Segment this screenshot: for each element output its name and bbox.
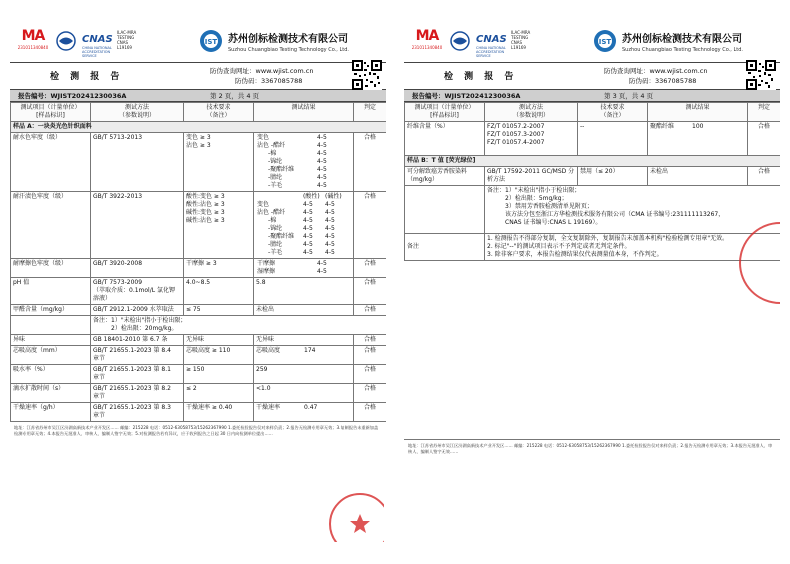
page-number: 第 3 页，共 4 页 [604,92,654,100]
verify-website: 防伪查询网址：www.wjist.com.cn [210,67,314,75]
report-page-3 [404,22,780,517]
result-sublist: 变色 4-5 沾色 -醋纤 4-5 -棉 4-5 -锦纶 4-5 -聚酯纤维 4-5 -腈纶 4-5 -羊毛 4-5 [257,134,327,189]
cnas-logo: CNAS CHINA NATIONAL ACCREDITATION SERVICE [82,34,113,58]
ilac-logo [449,30,471,52]
table-row: 吸水率（%） GB/T 21655.1-2023 第 8.1 章节 ≥ 150 259 合格 [11,365,387,384]
svg-text:IST: IST [204,38,218,46]
note-row: 备注：1）"未检出"指小于检出限； 2）检出限：20mg/kg。 [11,316,387,335]
test-results-table [10,102,386,422]
company-name-en: Suzhou Chuangbiao Testing Technology Co., Ltd. [228,46,349,53]
report-number: 报告编号：WJIST20241230036A [18,92,127,100]
report-title: 检 测 报 告 [50,72,124,82]
table-header-row [405,103,781,122]
ma-logo: MA 231011340840 [411,28,443,50]
page-number: 第 2 页，共 4 页 [210,92,260,100]
report-header [10,22,386,62]
report-title: 检 测 报 告 [444,72,518,82]
red-seal-stamp [326,490,384,542]
page-footer: 地址：江苏省苏州市吴江区汾湖高新技术产业开发区…… 邮编：215228 电话：0512-63058753/15262367990 1.委托检验报告仅对来样负责；2.报告无检测专用章无效；3.本报告无批准人、审核人、编制人签字无效…… [404,439,780,458]
col-requirement-header: 技术要求 （备注） [578,103,648,122]
page-footer: 地址：江苏省苏州市吴江区汾湖高新技术产业开发区…… 邮编：215228 电话：0512-63058753/15262367990 1.委托检验报告仅对来样负责；2.报告无检测专用章无效；3.复制报告未重新加盖检测专用章无效；4.本报告无批准人、审核人、编制人签字无效；5.对检测报告若有异议，应于收到报告之日起 30 日内向检测单位提出…… [14,425,379,436]
sample-label: 样品 B：T 值 [荧光绿位] [405,156,781,167]
table-row: 甲醛含量（mg/kg） GB/T 2912.1-2009 水萃取法 ≤ 75 未检出 合格 [11,305,387,316]
report-title-band [404,62,780,90]
anti-fake-code: 防伪码：3367085788 [629,77,697,85]
qr-code-icon[interactable] [352,60,382,90]
report-number-band [404,90,780,102]
note-row: 备注：1）"未检出"指小于检出限； 2）检出限：5mg/kg； 3）禁用芳香胺检测清单见附页； 该方法分包至浙江方华检测技术服务有限公司（CMA 证书编号:231111113267， CNAS 证书编号:CNAS L 19169）。 [405,186,781,234]
table-row: 滴水扩散时间（s） GB/T 21655.1-2023 第 8.2 章节 ≤ 2 <1.0 合格 [11,384,387,403]
report-title-band [10,62,386,90]
ist-logo-icon [198,28,224,54]
col-judgement-header: 判定 [748,103,781,122]
blank-area [404,261,780,439]
col-method-header: 测试方法 （参数说明） [485,103,578,122]
company-brand [198,28,349,54]
company-name-en: Suzhou Chuangbiao Testing Technology Co., Ltd. [622,46,743,53]
table-row: pH 值 GB/T 7573-2009 （萃取介质：0.1mol/L 氯化钾 溶液） 4.0~8.5 5.8 合格 [11,278,387,305]
table-row: 异味 GB 18401-2010 第 6.7 条 无异味 无异味 合格 [11,335,387,346]
company-name-cn: 苏州创标检测技术有限公司 [228,33,348,45]
ilac-mra-logo: ILAC-MRA TESTING CNAS L19169 [117,30,137,50]
table-row: 耐水色牢度（级） GB/T 5713-2013 变色 ≥ 3 沾色 ≥ 3 变色 4-5 沾色 -醋纤 4-5 -棉 4-5 -锦纶 4-5 -聚酯纤维 4-5 -腈纶 4-5 -羊毛 4-5 合格 [11,133,387,192]
col-item-header: 测试项目（计量单位） [样品标识] [405,103,485,122]
col-judgement-header: 判定 [354,103,387,122]
remark-row: 备注 1. 检测报告不得部分复制，全文复制除外，复制报告未加盖本机构"检验检测专用章"无效。 2. 标记"--"的测试项目表示不予判定或者无判定条件。 3. 除非客户要求，本报告检测结果仅代表测量值本身，不作判定。 [405,234,781,261]
red-seal-stamp [734,218,780,308]
svg-text:IST: IST [598,38,612,46]
company-brand [592,28,743,54]
report-number-band [10,90,386,102]
sample-row [405,156,781,167]
ma-logo: MA 231011340840 [17,28,49,50]
sample-label: 样品 A：一块炎光色针织面料 [11,122,387,133]
report-page-2 [10,22,386,542]
sample-row [11,122,387,133]
cnas-logo: CNAS CHINA NATIONAL ACCREDITATION SERVICE [476,34,507,58]
col-method-header: 测试方法 （参数说明） [91,103,184,122]
anti-fake-code: 防伪码：3367085788 [235,77,303,85]
table-row: 可分解致癌芳香胺染料（mg/kg） GB/T 17592-2011 GC/MSD 分析方法 禁用（≤ 20） 未检出 合格 [405,167,781,186]
company-name-cn: 苏州创标检测技术有限公司 [622,33,742,45]
ilac-logo [55,30,77,52]
result-sublist: (酸性) (碱性) 变色 4-5 4-5 沾色 -醋纤 4-5 4-5 -棉 4-5 4-5 -锦纶 4-5 4-5 -聚酯纤维 4-5 4-5 -腈纶 4-5 4-5 -羊毛 4-5 4-5 [257,193,342,256]
test-results-table [404,102,780,261]
col-item-header: 测试项目（计量单位） [样品标识] [11,103,91,122]
result-sublist: 干摩擦 4-5 湿摩擦 4-5 [257,260,327,275]
report-header [404,22,780,62]
table-header-row [11,103,387,122]
ilac-mra-logo: ILAC-MRA TESTING CNAS L19169 [511,30,531,50]
col-requirement-header: 技术要求 （备注） [184,103,254,122]
table-row: 纤维含量（%） FZ/T 01057.2-2007 FZ/T 01057.3-2007 FZ/T 01057.4-2007 -- 聚酯纤维 100 合格 [405,122,781,156]
col-result-header: 测试结果 [254,103,354,122]
table-row: 干燥速率（g/h） GB/T 21655.1-2023 第 8.3 章节 干燥速率 ≥ 0.40 干燥速率 0.47 合格 [11,403,387,422]
report-number: 报告编号：WJIST20241230036A [412,92,521,100]
table-row: 耐汗渍色牢度（级） GB/T 3922-2013 酸性:变色 ≥ 3 酸性:沾色 ≥ 3 碱性:变色 ≥ 3 碱性:沾色 ≥ 3 (酸性) (碱性) 变色 4-5 4-5 沾色 -醋纤 4-5 4-5 -棉 4-5 4-5 -锦纶 4-5 4-5 -聚酯纤维 4-5 4-5 -腈纶 4-5 4-5 -羊毛 4-5 4-5 合格 [11,192,387,259]
table-row: 芯吸高度（mm） GB/T 21655.1-2023 第 8.4 章节 芯吸高度 ≥ 110 芯吸高度 174 合格 [11,346,387,365]
qr-code-icon[interactable] [746,60,776,90]
verify-website: 防伪查询网址：www.wjist.com.cn [604,67,708,75]
col-result-header: 测试结果 [648,103,748,122]
ist-logo-icon [592,28,618,54]
table-row: 耐摩擦色牢度（级） GB/T 3920-2008 干摩擦 ≥ 3 干摩擦 4-5 湿摩擦 4-5 合格 [11,259,387,278]
